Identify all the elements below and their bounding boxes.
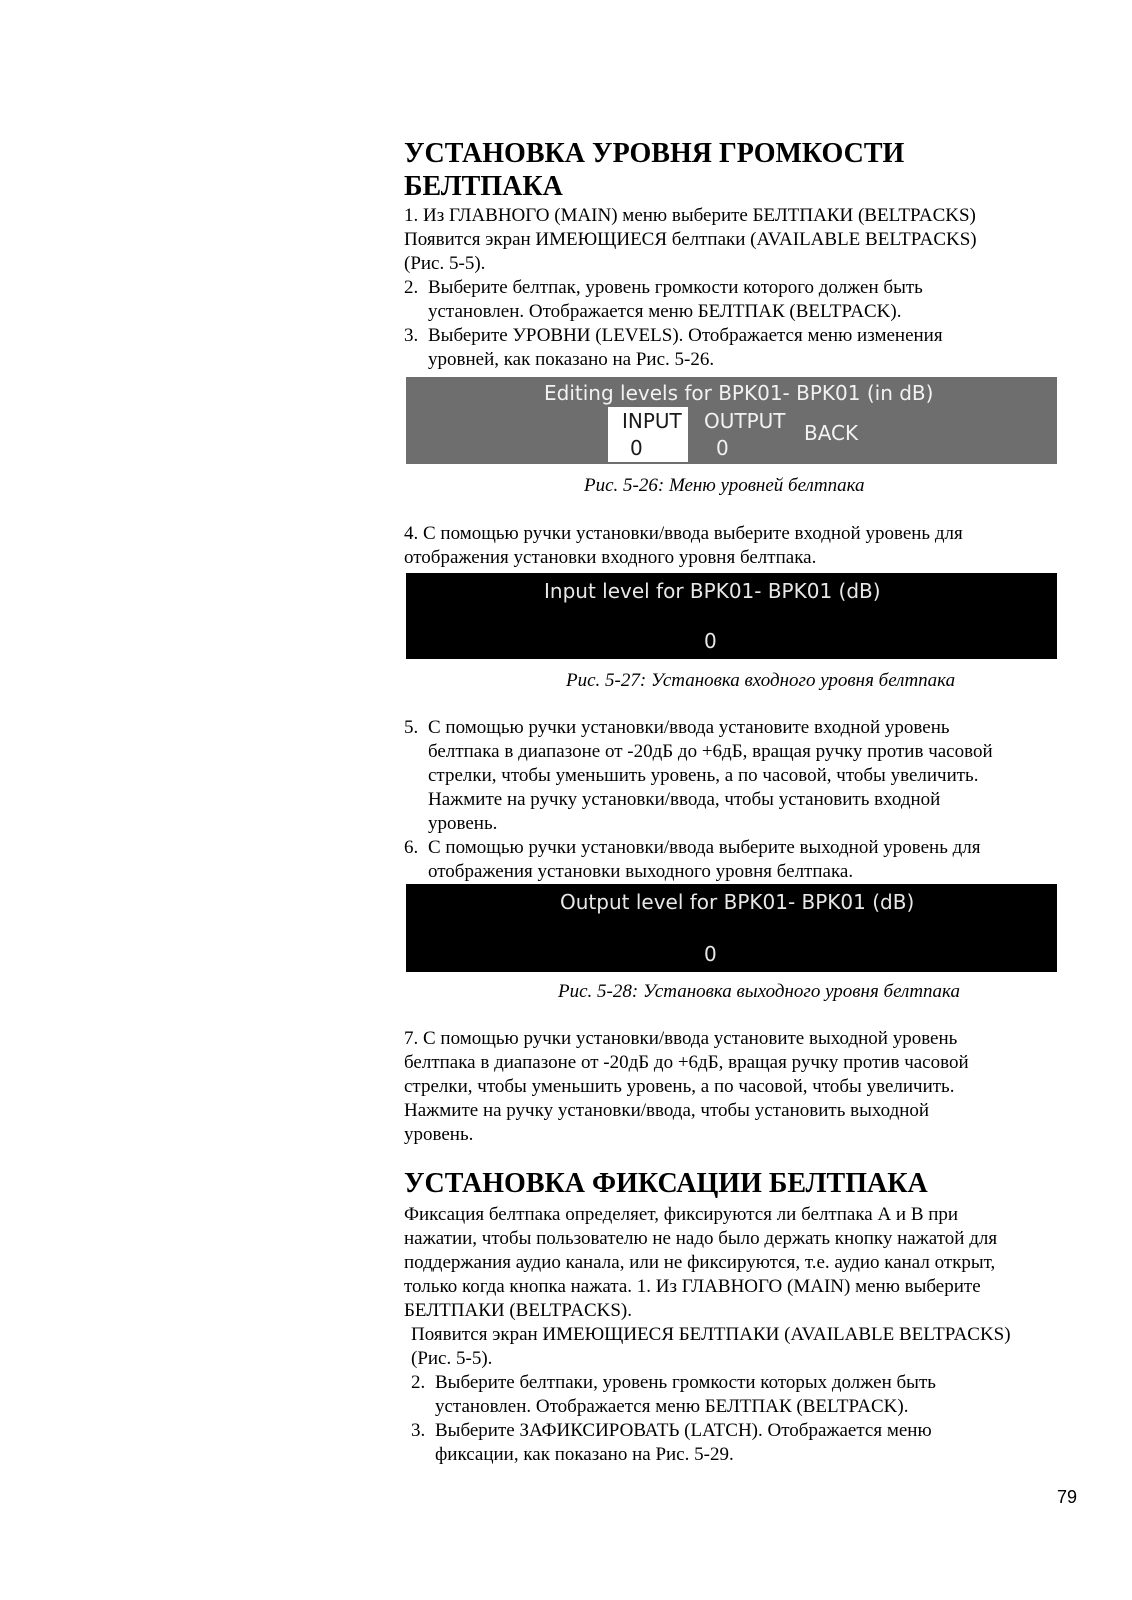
levels-menu-title: Editing levels for BPK01- BPK01 (in dB) (544, 381, 934, 405)
latch-para-line6: Появится экран ИМЕЮЩИЕСЯ БЕЛТПАКИ (AVAILABLE BELTPACKS) (411, 1324, 1011, 1345)
step1-line3: (Рис. 5-5). (404, 253, 486, 274)
step3-line2: уровней, как показано на Рис. 5-26. (428, 349, 715, 370)
step2-line1: Выберите белтпак, уровень громкости которого должен быть (428, 277, 923, 298)
section-title-beltpack-latch: УСТАНОВКА ФИКСАЦИИ БЕЛТПАКА (404, 1168, 928, 1199)
step7-line1: 7. С помощью ручки установки/ввода установите выходной уровень (404, 1028, 958, 1049)
latch-step2-item (411, 1371, 1091, 1419)
figure-caption-5-27: Рис. 5-27: Установка входного уровня белтпака (566, 670, 956, 691)
step5-line1: С помощью ручки установки/ввода установите входной уровень (428, 717, 950, 738)
input-value: 0 (630, 436, 643, 460)
latch-para-line3: поддержания аудио канала, или не фиксируются, т.е. аудио канал открыт, (404, 1252, 996, 1273)
step4-line1: 4. С помощью ручки установки/ввода выберите входной уровень для (404, 523, 963, 544)
step5-line2: белтпака в диапазоне от -20дБ до +6дБ, вращая ручку против часовой (428, 741, 993, 762)
step7-line5: уровень. (404, 1124, 474, 1145)
latch-para-line4: только когда кнопка нажата. 1. Из ГЛАВНОГО (MAIN) меню выберите (404, 1276, 981, 1297)
output-level-screen (406, 884, 1057, 972)
step6-line2: отображения установки выходного уровня белтпака. (428, 861, 854, 882)
input-level-value: 0 (704, 629, 717, 653)
output-level-value: 0 (704, 942, 717, 966)
input-level-title: Input level for BPK01- BPK01 (dB) (544, 579, 881, 603)
step2-number: 2. (404, 277, 419, 298)
input-label[interactable]: INPUT (622, 409, 682, 433)
step6-item (404, 836, 1084, 884)
page-number: 79 (1057, 1487, 1078, 1507)
back-label[interactable]: BACK (804, 421, 859, 445)
output-label[interactable]: OUTPUT (704, 409, 786, 433)
step5-item (404, 716, 1084, 836)
section-title-beltpack-volume (404, 137, 1084, 203)
latch-para-line7: (Рис. 5-5). (411, 1348, 493, 1369)
latch-step2-line1: Выберите белтпаки, уровень громкости которых должен быть (435, 1372, 936, 1393)
section-title-line1: УСТАНОВКА УРОВНЯ ГРОМКОСТИ (404, 138, 905, 169)
step7-line3: стрелки, чтобы уменьшить уровень, а по часовой, чтобы увеличить. (404, 1076, 955, 1097)
step2-line2: установлен. Отображается меню БЕЛТПАК (BELTPACK). (428, 301, 902, 322)
step5-line3: стрелки, чтобы уменьшить уровень, а по часовой, чтобы увеличить. (428, 765, 979, 786)
step6-line1: С помощью ручки установки/ввода выберите выходной уровень для (428, 837, 981, 858)
latch-step2-line2: установлен. Отображается меню БЕЛТПАК (BELTPACK). (435, 1396, 909, 1417)
step7-line2: белтпака в диапазоне от -20дБ до +6дБ, вращая ручку против часовой (404, 1052, 969, 1073)
latch-step3-number: 3. (411, 1420, 426, 1441)
output-level-title: Output level for BPK01- BPK01 (dB) (560, 890, 915, 914)
step5-line4: Нажмите на ручку установки/ввода, чтобы установить входной (428, 789, 941, 810)
latch-step3-line2: фиксации, как показано на Рис. 5-29. (435, 1444, 734, 1465)
step1-line2: Появится экран ИМЕЮЩИЕСЯ белтпаки (AVAILABLE BELTPACKS) (404, 229, 977, 250)
step3-number: 3. (404, 325, 419, 346)
input-level-screen (406, 573, 1057, 659)
step3-line1: Выберите УРОВНИ (LEVELS). Отображается меню изменения (428, 325, 943, 346)
step5-number: 5. (404, 717, 419, 738)
step2-item (404, 276, 1084, 324)
latch-step2-number: 2. (411, 1372, 426, 1393)
latch-step3-line1: Выберите ЗАФИКСИРОВАТЬ (LATCH). Отображается меню (435, 1420, 932, 1441)
step4-line2: отображения установки входного уровня белтпака. (404, 547, 817, 568)
step6-number: 6. (404, 837, 419, 858)
latch-step3-item (411, 1419, 1091, 1467)
step7-line4: Нажмите на ручку установки/ввода, чтобы установить выходной (404, 1100, 930, 1121)
output-value: 0 (716, 436, 729, 460)
figure-caption-5-28: Рис. 5-28: Установка выходного уровня белтпака (558, 981, 960, 1002)
section-title-line2: БЕЛТПАКА (404, 171, 563, 202)
step5-line5: уровень. (428, 813, 498, 834)
step3-item (404, 324, 1084, 372)
step1-line1: 1. Из ГЛАВНОГО (MAIN) меню выберите БЕЛТПАКИ (BELTPACKS) (404, 205, 976, 226)
figure-caption-5-26: Рис. 5-26: Меню уровней белтпака (584, 475, 865, 496)
latch-para-line2: нажатии, чтобы пользователю не надо было держать кнопку нажатой для (404, 1228, 998, 1249)
levels-menu-screen (406, 377, 1057, 464)
latch-para-line1: Фиксация белтпака определяет, фиксируются ли белтпака А и В при (404, 1204, 959, 1225)
latch-para-line5: БЕЛТПАКИ (BELTPACKS). (404, 1300, 632, 1321)
